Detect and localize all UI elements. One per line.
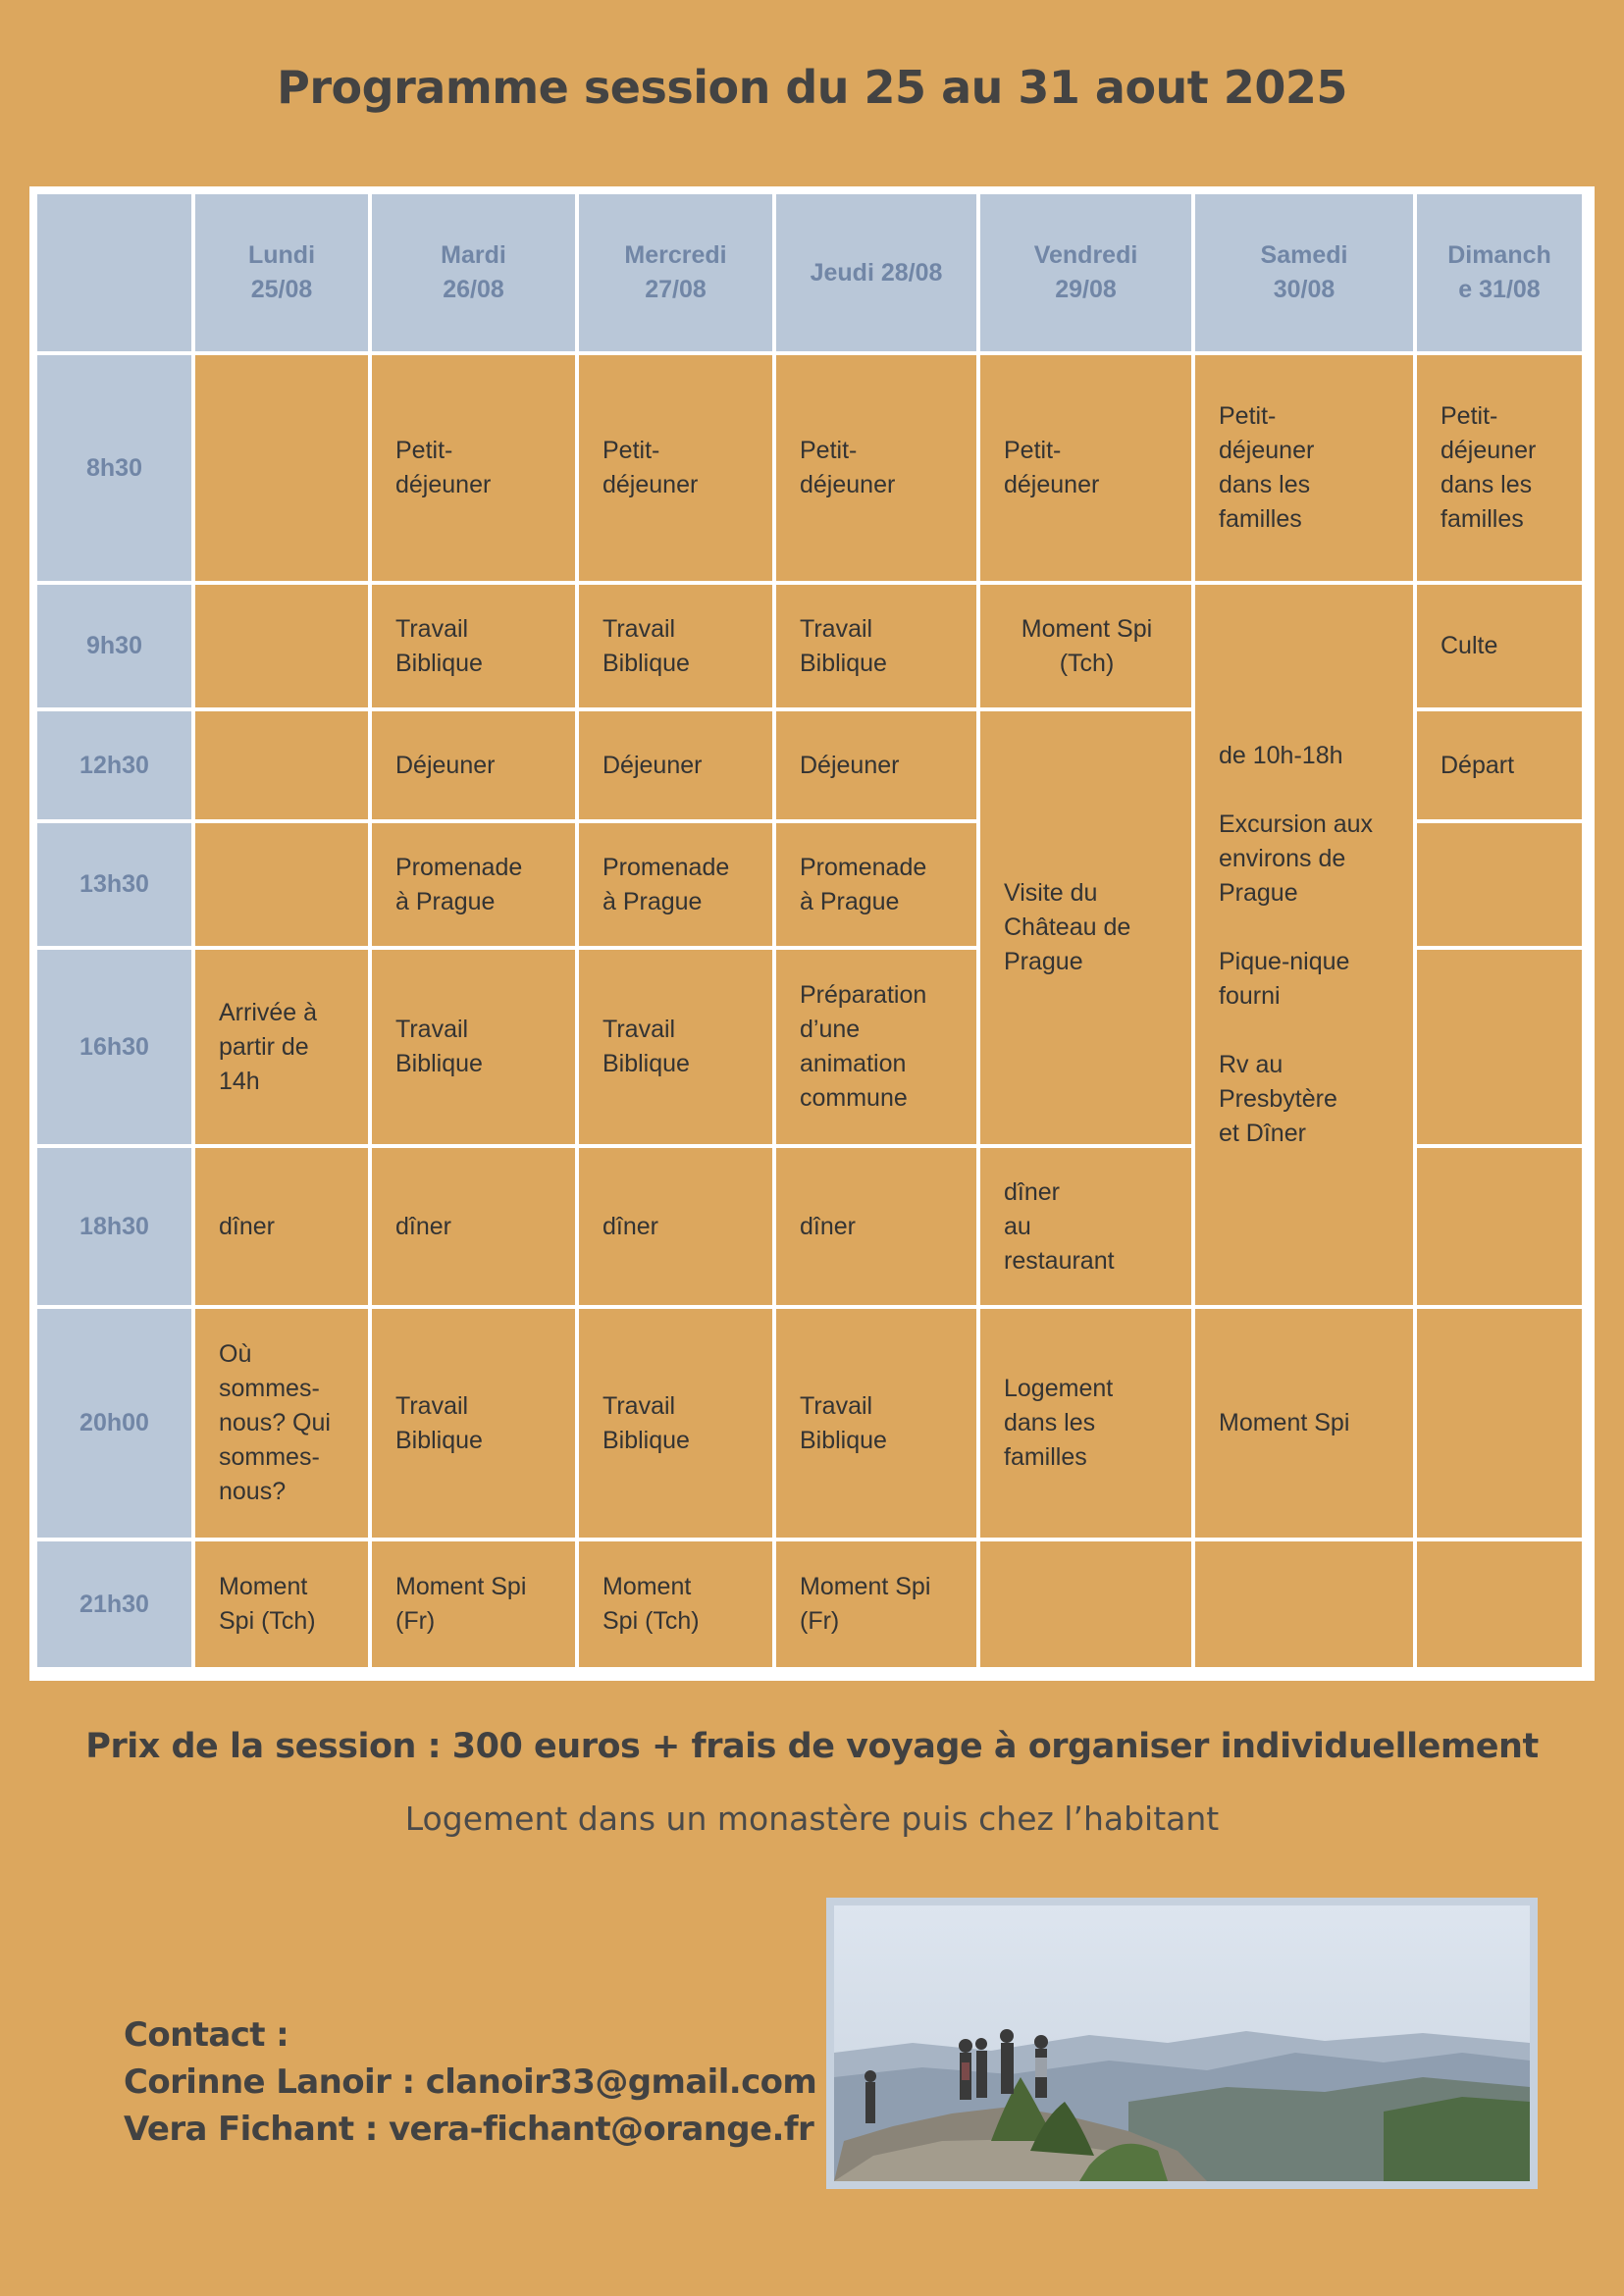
schedule-cell: Promenade à Prague — [776, 823, 976, 946]
contact-heading: Contact : — [124, 2015, 289, 2055]
time-label: 16h30 — [37, 950, 191, 1144]
schedule-cell: Promenade à Prague — [579, 823, 772, 946]
time-label: 13h30 — [37, 823, 191, 946]
schedule-cell — [195, 355, 368, 581]
contact-line-corinne: Corinne Lanoir : clanoir33@gmail.com — [124, 2062, 817, 2102]
day-header-mardi: Mardi 26/08 — [372, 194, 575, 351]
schedule-cell: Moment Spi — [1195, 1309, 1413, 1538]
schedule-cell: Moment Spi (Fr) — [776, 1541, 976, 1667]
schedule-cell: Promenade à Prague — [372, 823, 575, 946]
time-label: 21h30 — [37, 1541, 191, 1667]
header-corner-cell — [37, 194, 191, 351]
schedule-cell: dîner — [579, 1148, 772, 1305]
schedule-cell: Où sommes- nous? Qui sommes- nous? — [195, 1309, 368, 1538]
schedule-cell: Déjeuner — [579, 711, 772, 819]
schedule-cell: Moment Spi (Tch) — [579, 1541, 772, 1667]
contact-line-vera: Vera Fichant : vera-fichant@orange.fr — [124, 2110, 814, 2149]
day-header-mercredi: Mercredi 27/08 — [579, 194, 772, 351]
schedule-cell — [1417, 950, 1582, 1144]
schedule-cell: Moment Spi (Fr) — [372, 1541, 575, 1667]
day-header-dimanche: Dimanch e 31/08 — [1417, 194, 1582, 351]
schedule-cell — [1417, 1309, 1582, 1538]
schedule-cell: Travail Biblique — [579, 950, 772, 1144]
schedule-table — [29, 186, 1595, 1681]
friday-castle-visit-cell: Visite du Château de Prague — [980, 711, 1191, 1144]
page-title: Programme session du 25 au 31 aout 2025 — [277, 61, 1347, 114]
day-header-jeudi: Jeudi 28/08 — [776, 194, 976, 351]
schedule-cell: Travail Biblique — [776, 585, 976, 707]
schedule-cell: Petit- déjeuner dans les familles — [1195, 355, 1413, 581]
schedule-cell: Moment Spi (Tch) — [980, 585, 1191, 707]
schedule-cell — [195, 585, 368, 707]
schedule-cell — [980, 1541, 1191, 1667]
lodging-info: Logement dans un monastère puis chez l’habitant — [404, 1800, 1220, 1838]
schedule-cell: dîner — [372, 1148, 575, 1305]
schedule-cell: Préparation d’une animation commune — [776, 950, 976, 1144]
schedule-cell: Petit- déjeuner — [372, 355, 575, 581]
schedule-cell — [1417, 823, 1582, 946]
time-label: 9h30 — [37, 585, 191, 707]
schedule-cell: Logement dans les familles — [980, 1309, 1191, 1538]
schedule-cell: Moment Spi (Tch) — [195, 1541, 368, 1667]
schedule-cell: Travail Biblique — [372, 585, 575, 707]
time-label: 8h30 — [37, 355, 191, 581]
landscape-photo — [826, 1898, 1538, 2189]
schedule-cell: Départ — [1417, 711, 1582, 819]
schedule-cell: Culte — [1417, 585, 1582, 707]
time-label: 12h30 — [37, 711, 191, 819]
schedule-cell: Petit- déjeuner — [980, 355, 1191, 581]
schedule-cell: Travail Biblique — [372, 950, 575, 1144]
schedule-cell: dîner — [195, 1148, 368, 1305]
day-header-lundi: Lundi 25/08 — [195, 194, 368, 351]
schedule-cell: Déjeuner — [372, 711, 575, 819]
hikers-on-summit-image — [834, 1905, 1530, 2181]
day-header-vendredi: Vendredi 29/08 — [980, 194, 1191, 351]
time-label: 18h30 — [37, 1148, 191, 1305]
schedule-cell: Petit- déjeuner — [776, 355, 976, 581]
schedule-cell: Petit- déjeuner — [579, 355, 772, 581]
schedule-cell: Travail Biblique — [579, 585, 772, 707]
contact-block — [124, 2011, 816, 2153]
time-label: 20h00 — [37, 1309, 191, 1538]
saturday-excursion-cell: de 10h-18h Excursion aux environs de Prague Pique-nique fourni Rv au Presbytère et Dîner — [1195, 585, 1413, 1305]
schedule-cell: Travail Biblique — [372, 1309, 575, 1538]
schedule-cell: dîner au restaurant — [980, 1148, 1191, 1305]
schedule-cell: Déjeuner — [776, 711, 976, 819]
schedule-cell: Arrivée à partir de 14h — [195, 950, 368, 1144]
schedule-grid — [33, 190, 1586, 1671]
schedule-cell — [195, 823, 368, 946]
schedule-cell — [1417, 1148, 1582, 1305]
session-price: Prix de la session : 300 euros + frais de voyage à organiser individuellement — [85, 1727, 1539, 1766]
schedule-cell: dîner — [776, 1148, 976, 1305]
schedule-cell — [1417, 1541, 1582, 1667]
schedule-cell — [195, 711, 368, 819]
schedule-cell — [1195, 1541, 1413, 1667]
day-header-samedi: Samedi 30/08 — [1195, 194, 1413, 351]
schedule-cell: Travail Biblique — [579, 1309, 772, 1538]
schedule-cell: Petit- déjeuner dans les familles — [1417, 355, 1582, 581]
schedule-cell: Travail Biblique — [776, 1309, 976, 1538]
